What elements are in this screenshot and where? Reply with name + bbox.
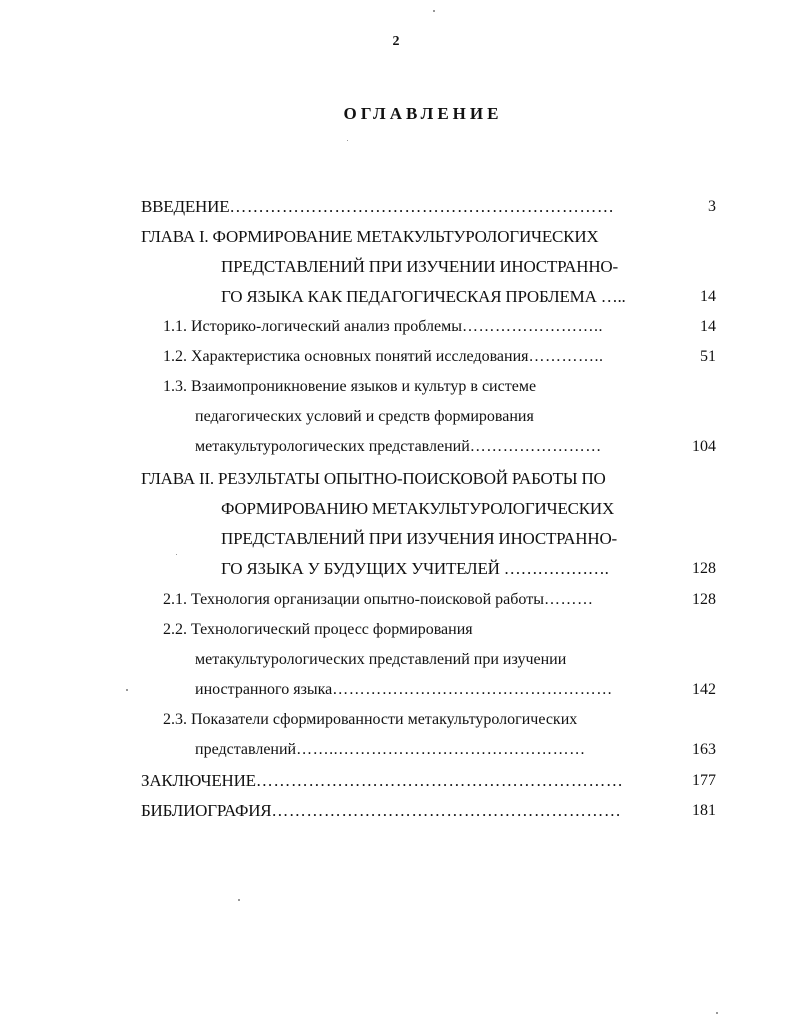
dot-leader: …………..	[528, 348, 604, 365]
toc-entry-section-1-1	[163, 312, 603, 342]
toc-entry-section-2-3: 2.3. Показатели сформированности метакультурологических	[163, 711, 578, 728]
toc-entry-label: БИБЛИОГРАФИЯ	[141, 801, 272, 820]
dot-leader: ……………………	[469, 438, 602, 455]
toc-entry-label: ЗАКЛЮЧЕНИЕ	[141, 771, 256, 790]
scan-speck	[238, 899, 240, 901]
toc-page-number: 142	[692, 681, 716, 698]
toc-entry-bibliography	[141, 796, 621, 826]
toc-entry-chapter-2-cont: ГО ЯЗЫКА У БУДУЩИХ УЧИТЕЛЕЙ ……………….	[221, 559, 609, 578]
dot-leader: ……..………………………………………	[296, 741, 586, 758]
toc-entry-label: 1.2. Характеристика основных понятий исследования	[163, 348, 529, 365]
toc-entry-section-2-1	[163, 585, 593, 615]
toc-entry-label: 1.1. Историко-логический анализ проблемы	[163, 318, 462, 335]
dot-leader: ……………………………………………………	[271, 801, 622, 820]
toc-page-number: 51	[700, 348, 716, 365]
toc-page-number: 128	[692, 560, 716, 577]
scan-speck	[176, 554, 177, 555]
dot-leader: ……………………………………………	[332, 681, 613, 698]
toc-entry-section-1-3: 1.3. Взаимопроникновение языков и культур в системе	[163, 378, 537, 395]
toc-page-number: 14	[700, 288, 716, 305]
toc-page-number: 181	[692, 802, 716, 819]
toc-entry-chapter-1-cont: ПРЕДСТАВЛЕНИЙ ПРИ ИЗУЧЕНИИ ИНОСТРАННО-	[221, 257, 618, 276]
page-number: 2	[392, 34, 400, 49]
dot-leader: ……………………..	[461, 318, 603, 335]
toc-page-number: 163	[692, 741, 716, 758]
toc-page-number: 128	[692, 591, 716, 608]
toc-entry-section-2-2-cont	[195, 675, 613, 705]
dot-leader: ………………………………………………………	[255, 771, 624, 790]
toc-entry-label: метакультурологических представлений	[195, 438, 470, 455]
toc-page-number: 104	[692, 438, 716, 455]
toc-entry-label: ВВЕДЕНИЕ	[141, 197, 230, 216]
toc-entry-label: иностранного языка	[195, 681, 333, 698]
toc-entry-conclusion	[141, 766, 623, 796]
toc-entry-section-2-2-cont: метакультурологических представлений при изучении	[195, 651, 567, 668]
toc-entry-chapter-2: ГЛАВА II. РЕЗУЛЬТАТЫ ОПЫТНО-ПОИСКОВОЙ РАБОТЫ ПО	[141, 469, 606, 488]
toc-entry-section-2-2: 2.2. Технологический процесс формирования	[163, 621, 473, 638]
toc-entry-label: представлений	[195, 741, 297, 758]
toc-entry-chapter-1-cont: ГО ЯЗЫКА КАК ПЕДАГОГИЧЕСКАЯ ПРОБЛЕМА …..	[221, 287, 626, 306]
toc-entry-section-1-2	[163, 342, 604, 372]
toc-page-number: 3	[708, 198, 716, 215]
dot-leader: ………	[543, 591, 594, 608]
toc-page-number: 177	[692, 772, 716, 789]
scan-speck	[126, 689, 128, 691]
toc-entry-chapter-1: ГЛАВА I. ФОРМИРОВАНИЕ МЕТАКУЛЬТУРОЛОГИЧЕСКИХ	[141, 227, 599, 246]
scan-speck	[433, 10, 435, 12]
page-title: ОГЛАВЛЕНИЕ	[343, 104, 503, 123]
toc-entry-section-1-3-cont	[195, 432, 602, 462]
toc-entry-section-2-3-cont	[195, 735, 586, 765]
toc-page-number: 14	[700, 318, 716, 335]
toc-entry-chapter-2-cont: ПРЕДСТАВЛЕНИЙ ПРИ ИЗУЧЕНИЯ ИНОСТРАННО-	[221, 529, 618, 548]
toc-entry-intro	[141, 192, 614, 222]
scan-speck	[347, 140, 348, 141]
toc-entry-chapter-2-cont: ФОРМИРОВАНИЮ МЕТАКУЛЬТУРОЛОГИЧЕСКИХ	[221, 499, 615, 518]
dot-leader: …………………………………………………………	[229, 197, 615, 216]
toc-entry-label: 2.1. Технология организации опытно-поисковой работы	[163, 591, 544, 608]
toc-entry-section-1-3-cont: педагогических условий и средств формирования	[195, 408, 534, 425]
scan-speck	[716, 1012, 718, 1014]
